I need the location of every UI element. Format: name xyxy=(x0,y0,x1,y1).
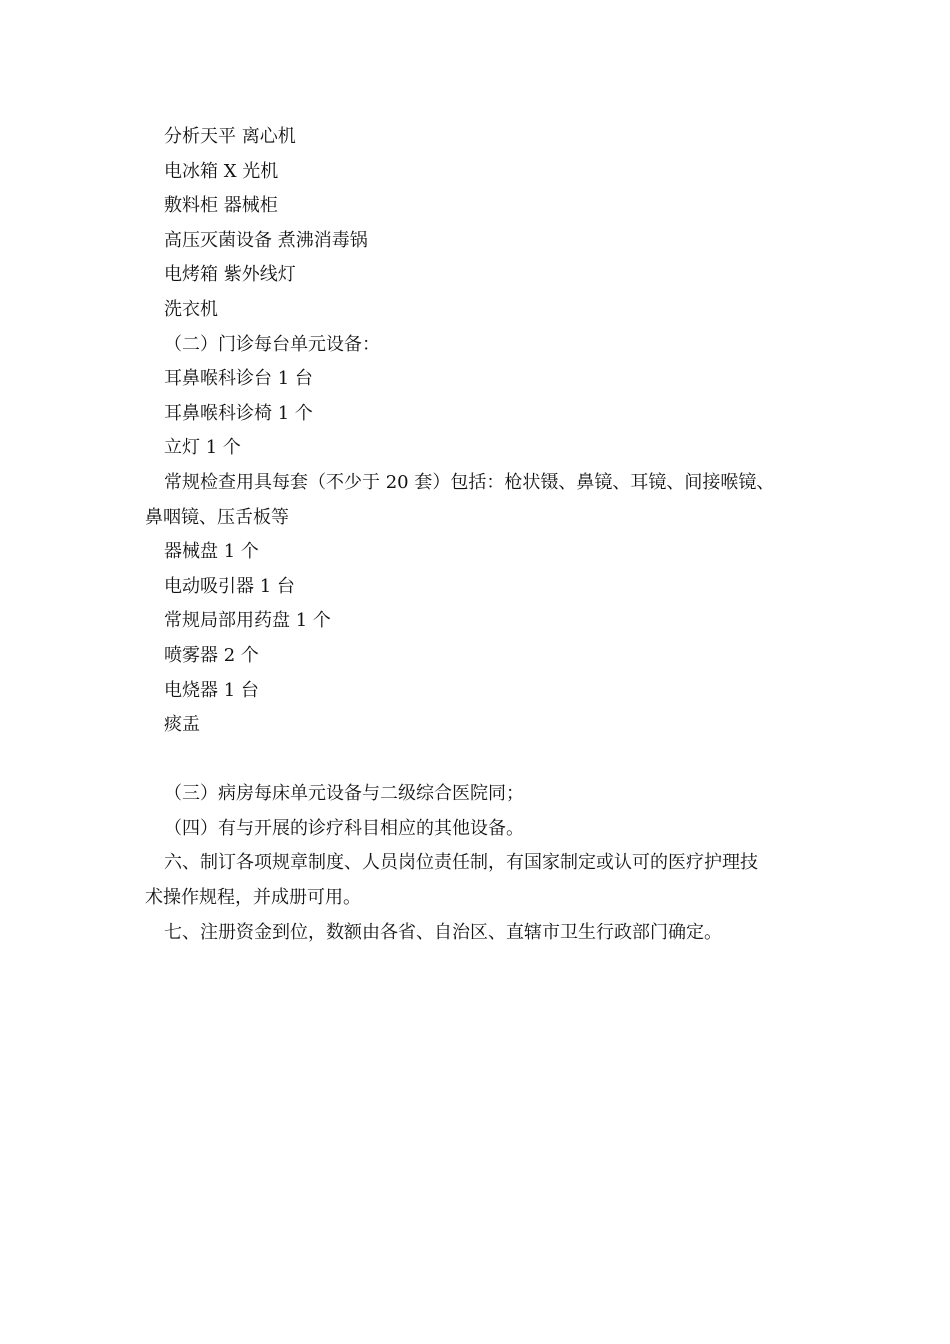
equipment-line: 洗衣机 xyxy=(164,298,218,320)
inspection-tools-line-2: 鼻咽镜、压舌板等 xyxy=(145,506,289,528)
equipment-line: 痰盂 xyxy=(164,714,200,736)
equipment-line: 敷料柜 器械柜 xyxy=(164,195,278,217)
equipment-line: 高压灭菌设备 煮沸消毒锅 xyxy=(164,229,368,251)
section-heading: （二）门诊每台单元设备： xyxy=(164,333,380,355)
blank-line xyxy=(145,743,805,778)
equipment-line: 常规局部用药盘 1 个 xyxy=(164,610,331,632)
capital-paragraph: 七、注册资金到位，数额由各省、自治区、直辖市卫生行政部门确定。 xyxy=(164,921,722,943)
equipment-line: 立灯 1 个 xyxy=(164,437,241,459)
regulations-line-2: 术操作规程，并成册可用。 xyxy=(145,887,361,909)
equipment-line: 电动吸引器 1 台 xyxy=(164,575,295,597)
equipment-line: 耳鼻喉科诊台 1 台 xyxy=(164,368,313,390)
document-body xyxy=(145,120,805,950)
equipment-line: 电冰箱 X 光机 xyxy=(164,160,279,182)
section-heading: （四）有与开展的诊疗科目相应的其他设备。 xyxy=(164,817,524,839)
equipment-line: 分析天平 离心机 xyxy=(164,126,296,147)
regulations-line-1: 六、制订各项规章制度、人员岗位责任制，有国家制定或认可的医疗护理技 xyxy=(164,852,758,874)
inspection-tools-line-1: 常规检查用具每套（不少于 20 套）包括：枪状镊、鼻镜、耳镜、间接喉镜、 xyxy=(164,471,775,493)
equipment-line: 电烧器 1 台 xyxy=(164,679,259,701)
equipment-line: 器械盘 1 个 xyxy=(164,541,259,563)
equipment-line: 电烤箱 紫外线灯 xyxy=(164,264,296,286)
equipment-line: 喷雾器 2 个 xyxy=(164,644,259,666)
equipment-line: 耳鼻喉科诊椅 1 个 xyxy=(164,402,313,424)
section-heading: （三）病房每床单元设备与二级综合医院同； xyxy=(164,783,524,805)
